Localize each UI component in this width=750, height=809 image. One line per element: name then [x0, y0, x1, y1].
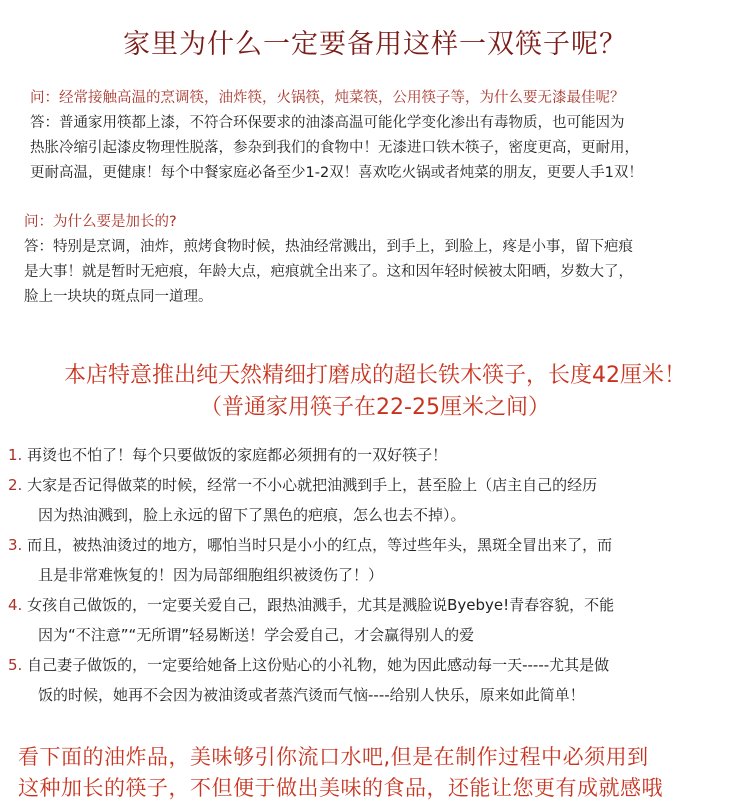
list-item-text: 大家是否记得做菜的时候，经常一不小心就把油溅到手上，甚至脸上（店主自己的经历: [27, 476, 598, 494]
promo-headline: [0, 360, 750, 424]
list-item-text: 自己妻子做饭的，一定要给她备上这份贴心的小礼物，她为因此感动每一天-----尤其是做: [27, 656, 610, 674]
benefit-list: [8, 440, 742, 710]
qa1-answer-line-3: 更耐高温，更健康！每个中餐家庭必备至少1-2双！喜欢吃火锅或者炖菜的朋友，更要人手1双！: [30, 165, 643, 181]
list-item-number: 2.: [8, 476, 23, 494]
list-item-number: 1.: [8, 446, 23, 464]
qa2-answer-line-3: 脸上一块块的斑点同一道理。: [24, 289, 213, 305]
promo-line-1: 本店特意推出纯天然精细打磨成的超长铁木筷子，长度42厘米！: [64, 363, 686, 388]
promo-line-2: （普通家用筷子在22-25厘米之间）: [200, 395, 550, 420]
list-item: [8, 590, 742, 650]
footer-callout: [18, 742, 744, 804]
list-item-text-continued: 且是非常难恢复的！因为局部细胞组织被烫伤了！）: [38, 566, 384, 584]
list-item: [8, 530, 742, 590]
list-item-text: 而且，被热油烫过的地方，哪怕当时只是小小的红点，等过些年头，黑斑全冒出来了，而: [27, 536, 613, 554]
qa1-answer-line-2: 热胀冷缩引起漆皮物理性脱落，参杂到我们的食物中！无漆进口铁木筷子，密度更高，更耐用，: [30, 140, 639, 156]
list-item: [8, 470, 742, 530]
list-item-text: 女孩自己做饭的，一定要关爱自己，跟热油溅手，尤其是溅脸说Byebye!青春容貌，不能: [27, 596, 615, 614]
qa2-answer-line-2: 是大事！就是暂时无疤痕，年龄大点，疤痕就全出来了。这和因年轻时候被太阳晒，岁数大了，: [24, 264, 633, 280]
list-item: [8, 440, 742, 470]
qa1-answer-line-1: 答：普通家用筷都上漆，不符合环保要求的油漆高温可能化学变化渗出有毒物质，也可能因为: [30, 115, 625, 131]
list-item-text-continued: 因为热油溅到，脸上永远的留下了黑色的疤痕，怎么也去不掉）。: [38, 506, 466, 524]
qa1-question: 问：经常接触高温的烹调筷，油炸筷，火锅筷，炖菜筷，公用筷子等，为什么要无漆最佳呢？: [30, 90, 625, 106]
qa-section-lacquer: [30, 86, 726, 186]
qa-section-length: [24, 210, 726, 310]
qa2-answer-line-1: 答：特别是烹调，油炸，煎烤食物时候，热油经常溅出，到手上，到脸上，疼是小事，留下疤痕: [24, 239, 633, 255]
list-item-text-continued: 因为“不注意”“无所谓”轻易断送！学会爱自己，才会赢得别人的爱: [38, 626, 475, 644]
list-item: [8, 650, 742, 710]
list-item-number: 3.: [8, 536, 23, 554]
list-item-text: 再烫也不怕了！每个只要做饭的家庭都必须拥有的一双好筷子！: [27, 446, 448, 464]
list-item-number: 4.: [8, 596, 23, 614]
list-item-text-continued: 饭的时候，她再不会因为被油烫或者蒸汽烫而气恼----给别人快乐，原来如此简单！: [38, 686, 585, 704]
page-title: 家里为什么一定要备用这样一双筷子呢？: [123, 29, 627, 60]
qa2-question: 问：为什么要是加长的?: [24, 214, 177, 230]
footer-line-1: 看下面的油炸品，美味够引你流口水吧,但是在制作过程中必须用到: [18, 745, 649, 769]
footer-line-2: 这种加长的筷子，不但便于做出美味的食品，还能让您更有成就感哦: [18, 776, 663, 800]
list-item-number: 5.: [8, 656, 23, 674]
